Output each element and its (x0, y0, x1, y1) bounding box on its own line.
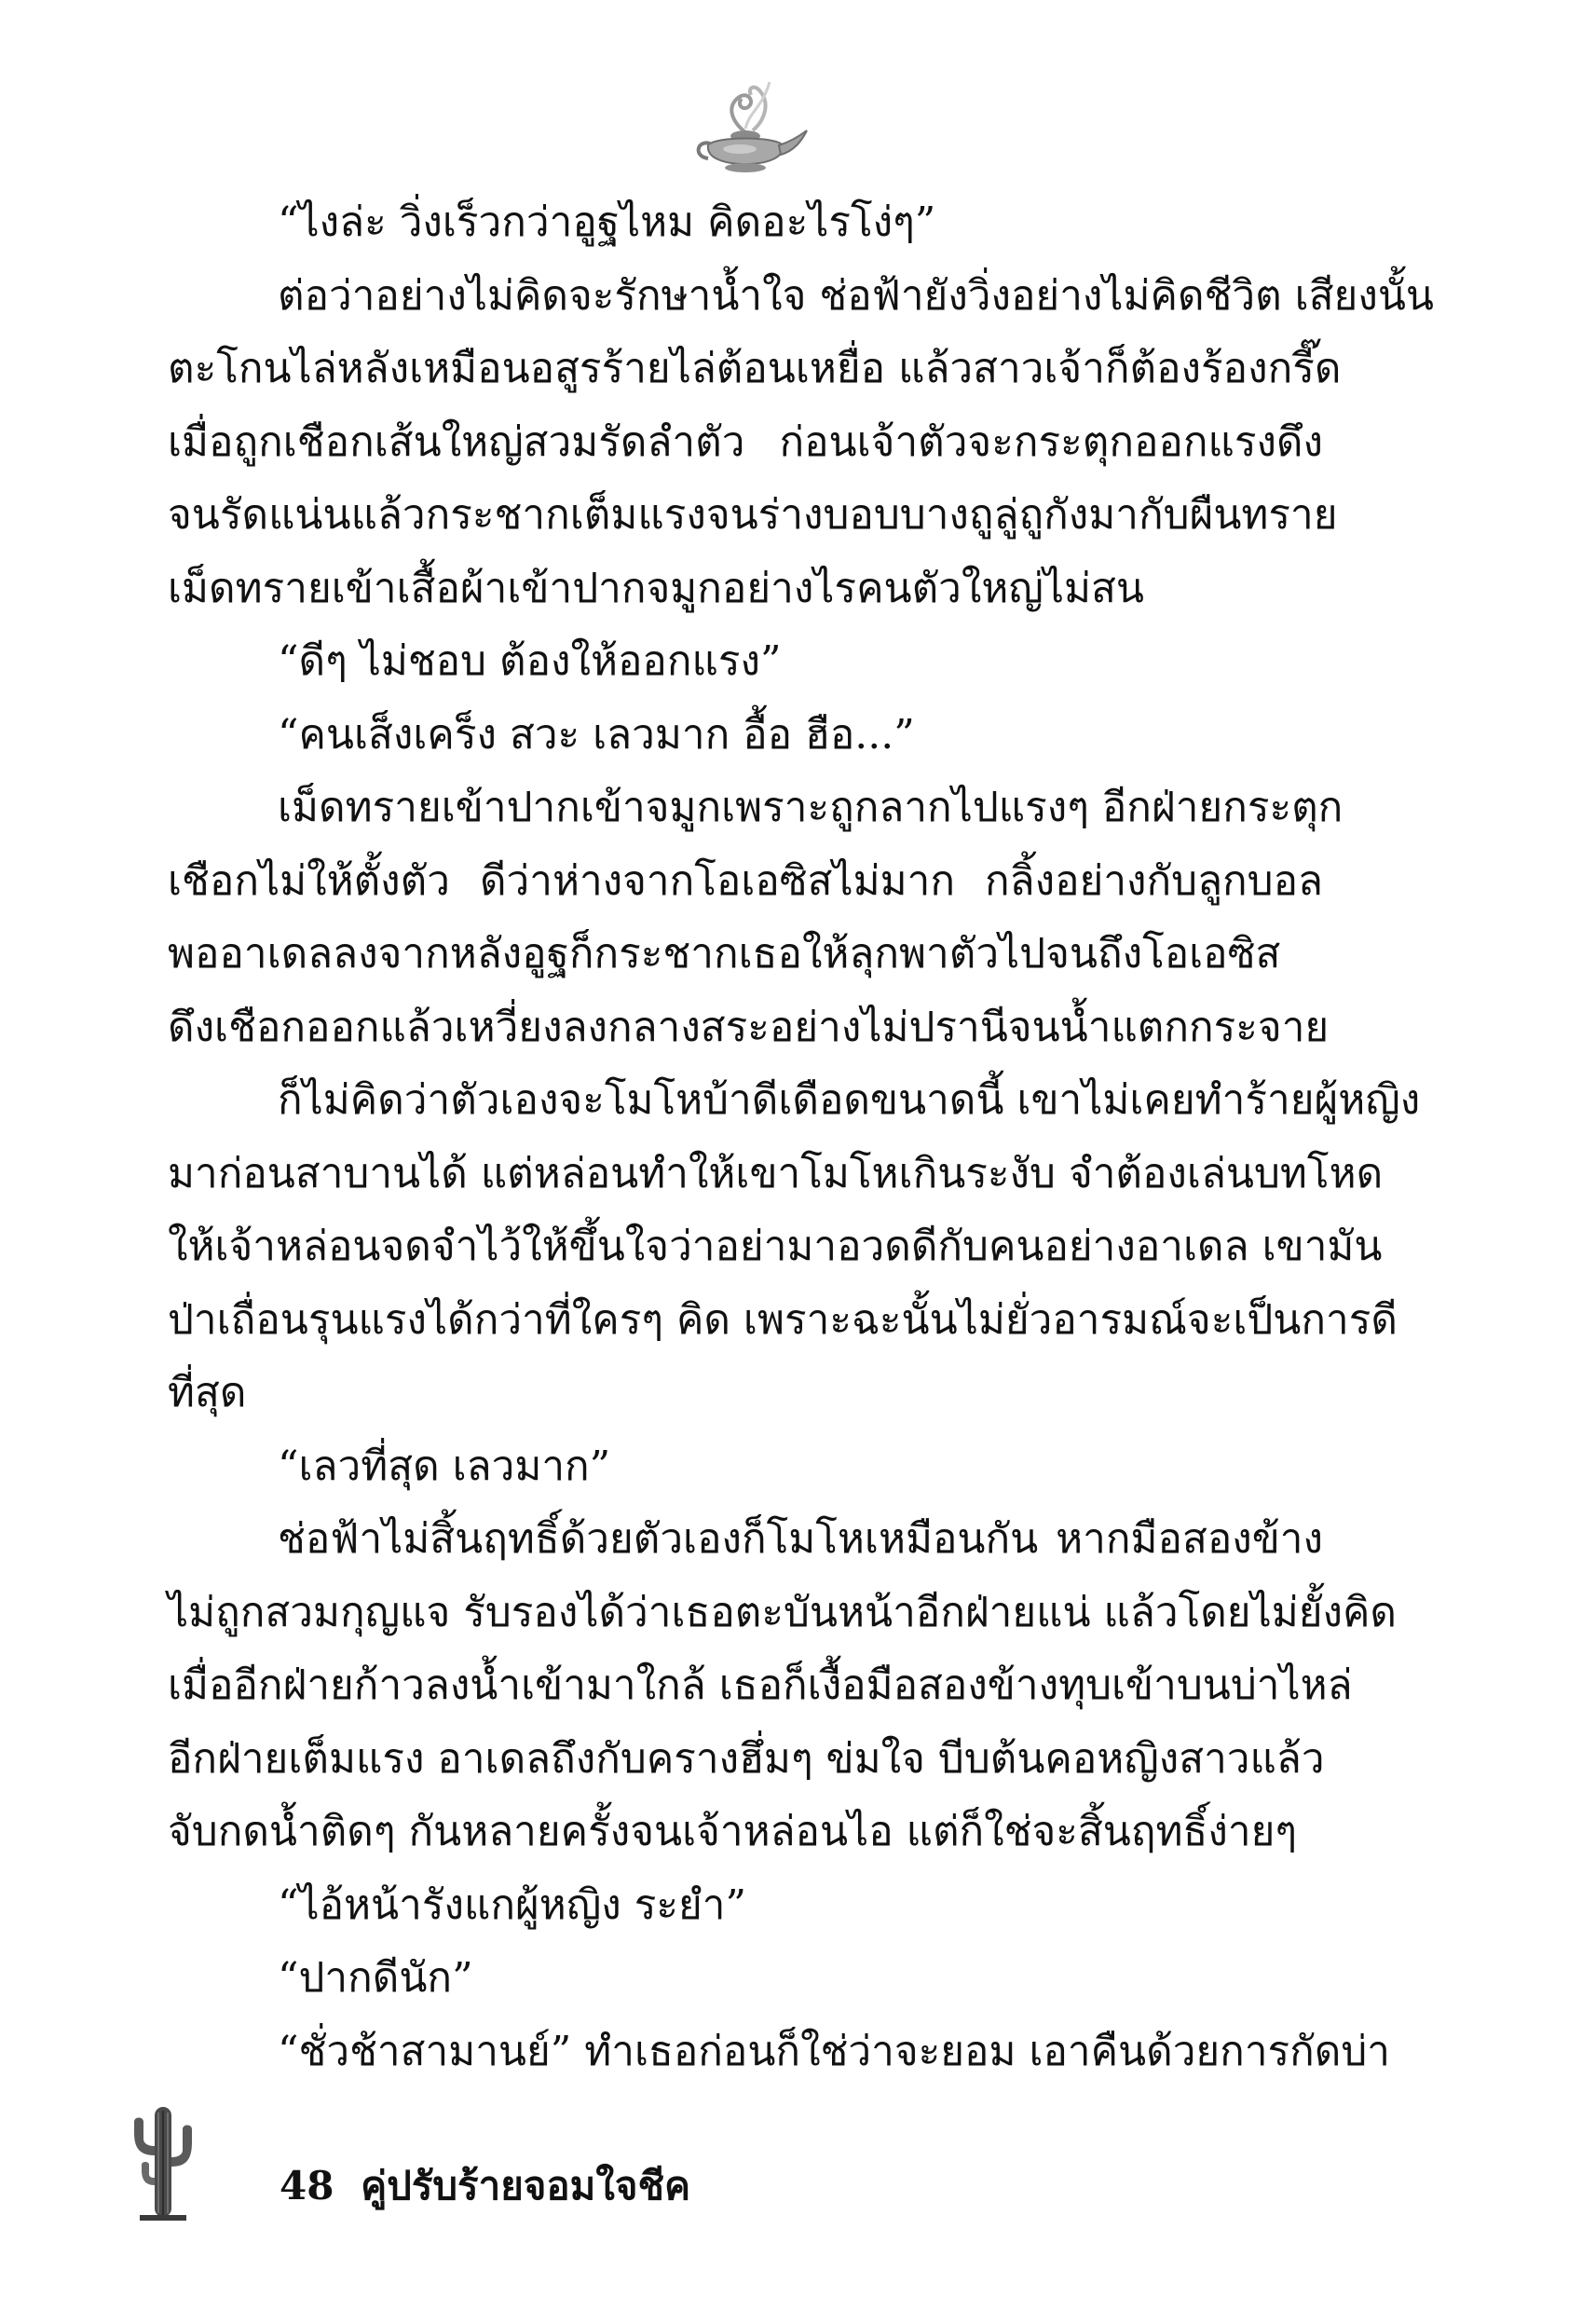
text-line: อีกฝ่ายเต็มแรง อาเดลถึงกับครางฮึ่มๆ ข่มใจ บีบต้นคอหญิงสาวแล้ว (168, 1734, 1325, 1783)
text-line: เมื่อถูกเชือกเส้นใหญ่สวมรัดลำตัว ก่อนเจ้าตัวจะกระตุกออกแรงดึง (168, 417, 1323, 466)
genie-lamp-icon (680, 75, 811, 177)
cactus-icon (121, 2101, 205, 2222)
text-line: ตะโกนไล่หลังเหมือนอสูรร้ายไล่ต้อนเหยื่อ แล้วสาวเจ้าก็ต้องร้องกรี๊ด (168, 345, 1342, 392)
footer-label (280, 2155, 703, 2217)
text-line: เมื่ออีกฝ่ายก้าวลงน้ำเข้ามาใกล้ เธอก็เงื้อมือสองข้างทุบเข้าบนบ่าไหล่ (168, 1661, 1353, 1709)
text-line: จับกดน้ำติดๆ กันหลายครั้งจนเจ้าหล่อนไอ แต่ก็ใช่จะสิ้นฤทธิ์ง่ายๆ (168, 1808, 1297, 1855)
text-line: “คนเส็งเคร็ง สวะ เลวมาก อื้อ ฮือ...” (278, 710, 915, 759)
text-line: เม็ดทรายเข้าเสื้อผ้าเข้าปากจมูกอย่างไรคนตัวใหญ่ไม่สน (168, 564, 1144, 612)
text-line: “เลวที่สุด เลวมาก” (278, 1442, 611, 1490)
text-line: “ปากดีนัก” (278, 1954, 473, 2002)
text-line: จนรัดแน่นแล้วกระชากเต็มแรงจนร่างบอบบางถูลู่ถูกังมากับผืนทราย (168, 491, 1338, 539)
book-title: คู่ปรับร้ายจอมใจชีค (361, 2163, 691, 2208)
text-line: “ไอ้หน้ารังแกผู้หญิง ระยำ” (278, 1880, 746, 1929)
text-line: ไม่ถูกสวมกุญแจ รับรองได้ว่าเธอตะบันหน้าอีกฝ่ายแน่ แล้วโดยไม่ยั้งคิด (168, 1588, 1397, 1636)
page-footer (121, 2101, 773, 2222)
text-line: เชือกไม่ให้ตั้งตัว ดีว่าห่างจากโอเอซิสไม่มาก กลิ้งอย่างกับลูกบอล (168, 856, 1323, 905)
page-number: 48 (280, 2163, 334, 2208)
text-line: ต่อว่าอย่างไม่คิดจะรักษาน้ำใจ ช่อฟ้ายังวิ่งอย่างไม่คิดชีวิต เสียงนั้น (278, 271, 1434, 320)
text-line: ดึงเชือกออกแล้วเหวี่ยงลงกลางสระอย่างไม่ปรานีจนน้ำแตกกระจาย (168, 1003, 1330, 1051)
text-line: พออาเดลลงจากหลังอูฐก็กระชากเธอให้ลุกพาตัวไปจนถึงโอเอซิส (168, 930, 1281, 978)
text-line: ให้เจ้าหล่อนจดจำไว้ให้ขึ้นใจว่าอย่ามาอวดดีกับคนอย่างอาเดล เขามัน (168, 1223, 1383, 1270)
text-line: ช่อฟ้าไม่สิ้นฤทธิ์ด้วยตัวเองก็โมโหเหมือนกัน หากมือสองข้าง (278, 1515, 1323, 1563)
text-line: “ไงล่ะ วิ่งเร็วกว่าอูฐไหม คิดอะไรโง่ๆ” (278, 198, 936, 246)
text-line: ก็ไม่คิดว่าตัวเองจะโมโหบ้าดีเดือดขนาดนี้ เขาไม่เคยทำร้ายผู้หญิง (278, 1076, 1421, 1124)
text-line: “ดีๆ ไม่ชอบ ต้องให้ออกแรง” (278, 637, 782, 685)
text-line: เม็ดทรายเข้าปากเข้าจมูกเพราะถูกลากไปแรงๆ อีกฝ่ายกระตุก (278, 784, 1344, 831)
text-line: ที่สุด (168, 1369, 247, 1416)
text-line: “ชั่วช้าสามานย์” ทำเธอก่อนก็ใช่ว่าจะยอม เอาคืนด้วยการกัดบ่า (278, 2027, 1391, 2075)
body-text (168, 186, 1434, 2088)
text-line: มาก่อนสาบานได้ แต่หล่อนทำให้เขาโมโหเกินระงับ จำต้องเล่นบทโหด (168, 1149, 1384, 1197)
text-line: ป่าเถื่อนรุนแรงได้กว่าที่ใครๆ คิด เพราะฉะนั้นไม่ยั่วอารมณ์จะเป็นการดี (168, 1295, 1398, 1344)
